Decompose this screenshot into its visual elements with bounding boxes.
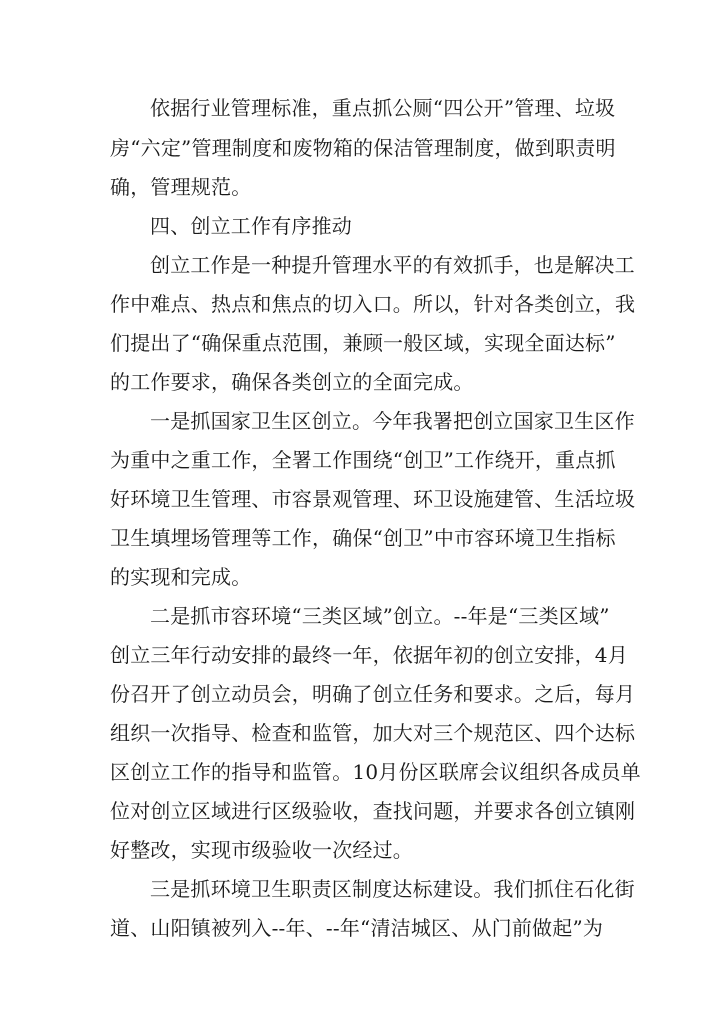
paragraph-line: 份召开了创立动员会，明确了创立任务和要求。之后，每月 — [110, 682, 636, 706]
paragraph-line: 依据行业管理标准，重点抓公厕“四公开”管理、垃圾 — [150, 96, 616, 120]
paragraph-line: 创立工作是一种提升管理水平的有效抓手，也是解决工 — [150, 253, 635, 277]
paragraph-line: 房“六定”管理制度和废物箱的保洁管理制度，做到职责明 — [110, 136, 616, 160]
section-heading: 四、创立工作有序推动 — [150, 214, 352, 238]
paragraph-line: 二是抓市容环境“三类区域”创立。--年是“三类区域” — [150, 604, 610, 628]
paragraph-line: 的实现和完成。 — [110, 565, 252, 589]
paragraph-line: 区创立工作的指导和监管。10月份区联席会议组织各成员单 — [110, 760, 641, 784]
paragraph-line: 卫生填埋场管理等工作，确保“创卫”中市容环境卫生指标 — [110, 526, 616, 550]
paragraph-line: 一是抓国家卫生区创立。今年我署把创立国家卫生区作 — [150, 409, 635, 433]
paragraph-line: 作中难点、热点和焦点的切入口。所以，针对各类创立，我 — [110, 292, 636, 316]
paragraph-line: 道、山阳镇被列入--年、--年“清洁城区、从门前做起”为 — [110, 916, 604, 940]
paragraph-line: 组织一次指导、检查和监管，加大对三个规范区、四个达标 — [110, 721, 636, 745]
paragraph-line: 们提出了“确保重点范围，兼顾一般区域，实现全面达标” — [110, 331, 616, 355]
paragraph-line: 位对创立区域进行区级验收，查找问题，并要求各创立镇刚 — [110, 799, 636, 823]
paragraph-line: 三是抓环境卫生职责区制度达标建设。我们抓住石化街 — [150, 877, 635, 901]
paragraph-line: 确，管理规范。 — [110, 175, 252, 199]
paragraph-line: 创立三年行动安排的最终一年，依据年初的创立安排，4月 — [110, 643, 628, 667]
paragraph-line: 好环境卫生管理、市容景观管理、环卫设施建管、生活垃圾 — [110, 487, 636, 511]
paragraph-line: 为重中之重工作，全署工作围绕“创卫”工作绕开，重点抓 — [110, 448, 616, 472]
paragraph-line: 的工作要求，确保各类创立的全面完成。 — [110, 370, 474, 394]
paragraph-line: 好整改，实现市级验收一次经过。 — [110, 838, 413, 862]
